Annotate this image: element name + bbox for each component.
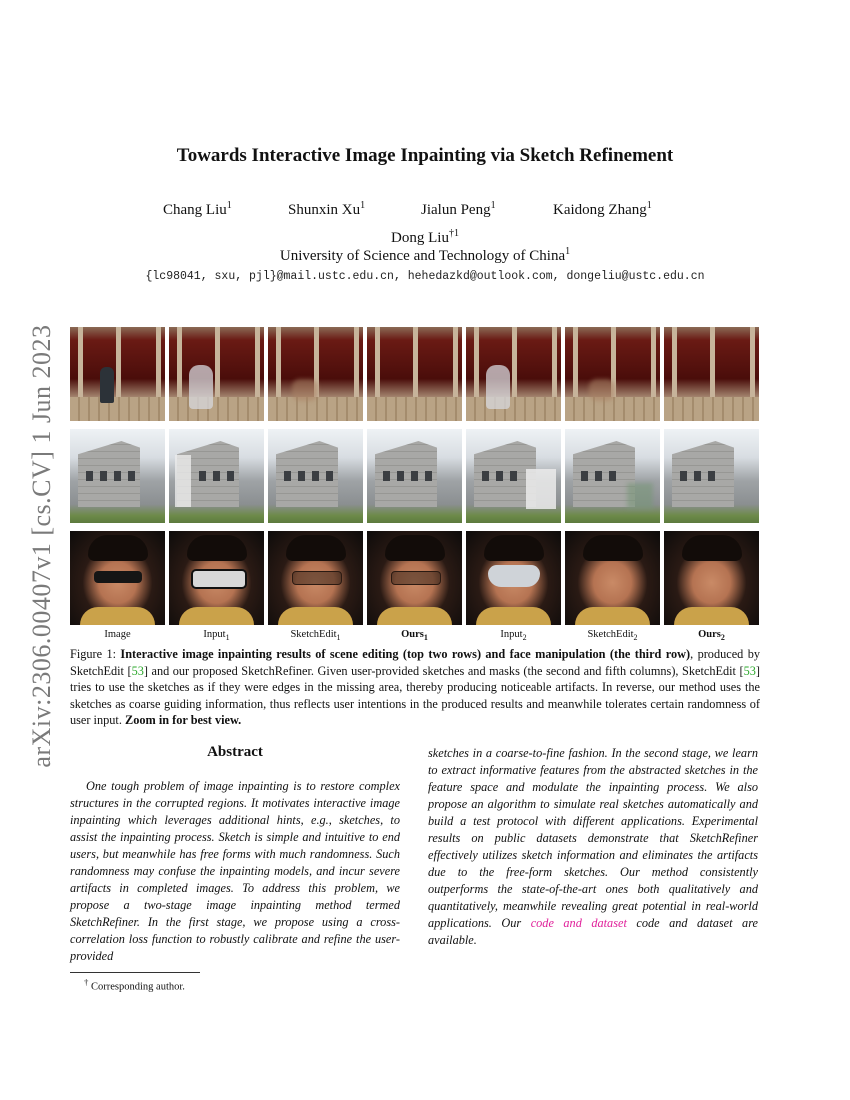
- figure-caption: [70, 646, 760, 729]
- figure-column-label-text: Input: [203, 629, 226, 640]
- figure-column-label: [367, 629, 462, 642]
- figure-column-label-sub: 1: [225, 633, 230, 643]
- caption-bold-end: Zoom in for best view.: [125, 713, 242, 728]
- figure-image-scene2-sketchedit1: [268, 429, 363, 523]
- author-5-name: Dong Liu: [391, 230, 449, 246]
- figure-column-label-sub: 2: [720, 633, 725, 643]
- figure-column-label-text: Ours: [401, 629, 424, 640]
- figure-column-label-sub: 2: [633, 633, 638, 643]
- figure-image-face-sketchedit2: [565, 531, 660, 625]
- figure-column-label: [70, 629, 165, 642]
- author-3-name: Jialun Peng: [421, 202, 491, 218]
- footnote-rule: [70, 972, 200, 973]
- figure-image-scene1-input1: [169, 327, 264, 421]
- figure-row-scene-2: [70, 429, 760, 523]
- figure-image-face-sketchedit1: [268, 531, 363, 625]
- arxiv-stamp: [22, 316, 62, 776]
- figure-image-scene2-input2: [466, 429, 561, 523]
- figure-row-scene-1: [70, 327, 760, 421]
- figure-column-label: [466, 629, 561, 642]
- author-emails: {lc98041, sxu, pjl}@mail.ustc.edu.cn, hehedazkd@outlook.com, dongeliu@ustc.edu.cn: [145, 270, 705, 283]
- figure-column-label: [664, 629, 759, 642]
- figure-column-label-sub: 1: [336, 633, 341, 643]
- figure-image-scene1-ours2: [664, 327, 759, 421]
- author-2-name: Shunxin Xu: [288, 202, 361, 218]
- arxiv-stamp-text: arXiv:2306.00407v1 [cs.CV] 1 Jun 2023: [27, 324, 56, 768]
- author-5: [0, 228, 850, 247]
- caption-bold: Interactive image inpainting results of scene editing (top two rows) and face manipulation (the third row): [120, 647, 691, 661]
- caption-part3: ] tries to use the sketches as if they were edges in the missing area, thereby producing noticeable artifacts. In reverse, our method uses the sketches as coarse guiding information, thus reflects user intentions in the produced results and meanwhile tolerates certain randomness of user input.: [70, 663, 760, 728]
- affiliation: [0, 246, 850, 265]
- figure-image-face-input2: [466, 531, 561, 625]
- figure-row-face: [70, 531, 760, 625]
- abstract-right-text: sketches in a coarse-to-fine fashion. In the second stage, we learn to extract informative features from the abstracted sketches in the feature space and modulate the inpainting process. We also propose an algorithm to simulate real sketches automatically and build a test protocol with different applications. Experimental results on public datasets demonstrate that SketchRefiner effectively utilizes sketch information and eliminates the artifacts due to the free-form sketches. Our method consistently outperforms the state-of-the-art ones both qualitatively and quantitatively, meanwhile revealing great potential in real-world applications. Our: [428, 746, 758, 930]
- footnote-text: Corresponding author.: [91, 981, 185, 993]
- abstract-heading: Abstract: [207, 744, 263, 760]
- figure-column-label: [565, 629, 660, 642]
- figure-image-scene2-sketchedit2: [565, 429, 660, 523]
- figure-image-face-ours1: [367, 531, 462, 625]
- figure-image-scene1-ours1: [367, 327, 462, 421]
- author-2: [288, 200, 365, 219]
- figure-image-scene2-image: [70, 429, 165, 523]
- footnote: [84, 977, 185, 993]
- figure-column-label-text: SketchEdit: [290, 629, 337, 640]
- abstract-left-column: One tough problem of image inpainting is to restore complex structures in the corrupted regions. It motivates interactive image inpainting which leverages additional hints, e.g., sketches, to assist the inpainting process. Sketch is simple and intuitive to end users, but meanwhile has free forms with much randomness. Such randomness may confuse the inpainting models, and incur severe artifacts in completed images. To address this problem, we propose a two-stage image inpainting method termed SketchRefiner. In the first stage, we propose using a cross-correlation loss function to robustly calibrate and refine the user-provided: [70, 779, 400, 963]
- author-1-sup: 1: [226, 200, 232, 211]
- figure-column-label-text: Input: [500, 629, 523, 640]
- caption-prefix: Figure 1:: [70, 647, 121, 661]
- affiliation-sup: 1: [565, 246, 571, 257]
- author-3-sup: 1: [490, 200, 496, 211]
- figure-column-label: [268, 629, 363, 642]
- footnote-mark: †: [84, 977, 89, 987]
- caption-part1: , produced by SketchEdit [: [70, 647, 760, 678]
- author-4-sup: 1: [646, 200, 652, 211]
- code-dataset-link[interactable]: code and dataset: [530, 916, 627, 930]
- figure-image-face-input1: [169, 531, 264, 625]
- author-1: [163, 200, 232, 219]
- figure-image-face-image: [70, 531, 165, 625]
- author-1-name: Chang Liu: [163, 202, 227, 218]
- figure-image-scene1-image: [70, 327, 165, 421]
- figure-column-label-text: SketchEdit: [587, 629, 634, 640]
- figure-column-labels: [70, 629, 760, 642]
- author-5-sup: †1: [448, 228, 459, 239]
- figure-column-label: [169, 629, 264, 642]
- citation-link[interactable]: 53: [743, 663, 756, 678]
- citation-link[interactable]: 53: [131, 663, 144, 678]
- author-4-name: Kaidong Zhang: [553, 202, 647, 218]
- figure-column-label-sub: 2: [522, 633, 527, 643]
- figure-1: [70, 327, 760, 642]
- figure-image-scene2-ours1: [367, 429, 462, 523]
- figure-image-scene2-ours2: [664, 429, 759, 523]
- caption-part2: ] and our proposed SketchRefiner. Given user-provided sketches and masks (the second and fifth columns), SketchEdit [: [143, 663, 744, 678]
- figure-image-scene1-input2: [466, 327, 561, 421]
- abstract-right-end: code and dataset are available.: [428, 916, 758, 947]
- figure-image-scene2-input1: [169, 429, 264, 523]
- abstract-right-column: [428, 745, 758, 949]
- author-2-sup: 1: [360, 200, 366, 211]
- author-3: [421, 200, 496, 219]
- figure-column-label-sub: 1: [423, 633, 428, 643]
- figure-column-label-text: Image: [104, 629, 131, 640]
- affiliation-name: University of Science and Technology of China: [279, 248, 566, 264]
- paper-title: Towards Interactive Image Inpainting via Sketch Refinement: [176, 145, 674, 166]
- figure-image-face-ours2: [664, 531, 759, 625]
- figure-image-scene1-sketchedit2: [565, 327, 660, 421]
- author-4: [553, 200, 652, 219]
- figure-column-label-text: Ours: [698, 629, 721, 640]
- figure-image-scene1-sketchedit1: [268, 327, 363, 421]
